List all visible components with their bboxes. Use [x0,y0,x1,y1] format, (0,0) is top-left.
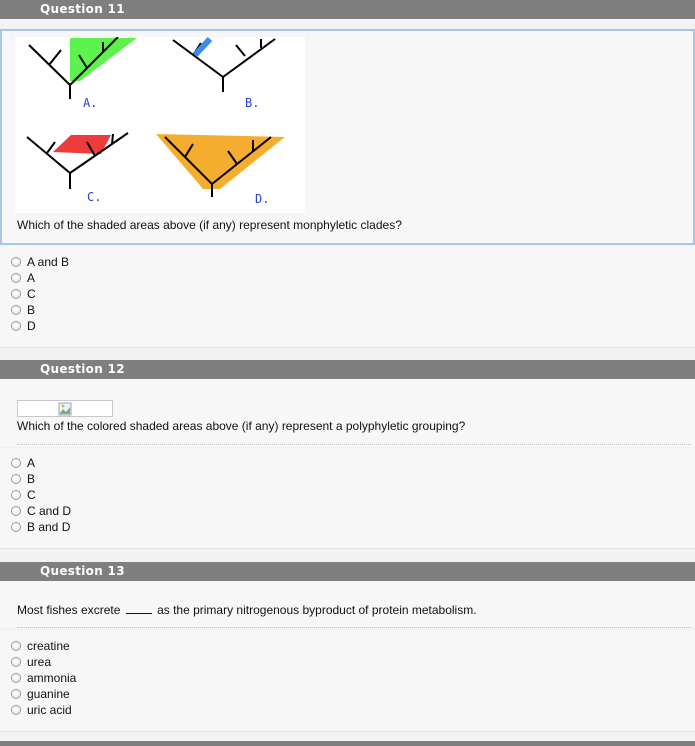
stem-text-after: as the primary nitrogenous byproduct of protein metabolism. [157,603,477,617]
radio-button[interactable] [11,689,21,699]
question-12-choices [0,448,695,549]
option-label: urea [27,655,52,669]
q13-option-creatine[interactable] [11,638,70,654]
radio-button[interactable] [11,705,21,715]
option-label: creatine [27,639,70,653]
radio-button[interactable] [11,673,21,683]
radio-button[interactable] [11,641,21,651]
question-13-header [0,562,695,581]
option-label: B and D [27,520,71,534]
tree-c-label: C. [87,190,102,204]
option-label: A [27,456,36,470]
radio-button[interactable] [11,506,21,516]
option-label: C [27,488,36,502]
q13-option-uric-acid[interactable] [11,702,72,718]
q12-option-b[interactable] [11,471,35,487]
option-label: C [27,287,36,301]
question-11-stem: Which of the shaded areas above (if any) represent monphyletic clades? [17,218,402,232]
question-13-stem [17,602,477,617]
answer-blank [126,602,152,614]
q13-option-ammonia[interactable] [11,670,76,686]
radio-button[interactable] [11,522,21,532]
question-11-header [0,0,695,19]
stem-text-before: Most fishes excrete [17,603,121,617]
question-11-title: Question 11 [40,2,125,16]
option-label: D [27,319,36,333]
q11-option-a[interactable] [11,270,35,286]
tree-d-label: D. [255,192,270,206]
q12-option-c-and-d[interactable] [11,503,71,519]
q13-option-guanine[interactable] [11,686,70,702]
question-13-choices [0,631,695,732]
q11-option-d[interactable] [11,318,36,334]
q12-option-a[interactable] [11,455,35,471]
tree-b-label: B. [245,96,260,110]
radio-button[interactable] [11,289,21,299]
question-11-choices [0,246,695,348]
q12-option-b-and-d[interactable] [11,519,70,535]
question-12-stem: Which of the colored shaded areas above (if any) represent a polyphyletic grouping? [17,419,466,433]
option-label: A [27,271,36,285]
q11-option-c[interactable] [11,286,36,302]
divider [17,444,691,445]
radio-button[interactable] [11,257,21,267]
q11-option-b[interactable] [11,302,35,318]
question-12-title: Question 12 [40,362,125,376]
q12-option-c[interactable] [11,487,36,503]
option-label: B [27,472,36,486]
radio-button[interactable] [11,321,21,331]
divider [17,627,691,628]
q13-option-urea[interactable] [11,654,51,670]
q11-option-a-and-b[interactable] [11,254,69,270]
broken-image [17,400,113,417]
question-13-title: Question 13 [40,564,125,578]
radio-button[interactable] [11,657,21,667]
option-label: ammonia [27,671,77,685]
next-question-header-edge [0,741,695,746]
option-label: A and B [27,255,70,269]
broken-image-icon [58,402,72,416]
question-12-header [0,360,695,379]
radio-button[interactable] [11,273,21,283]
option-label: uric acid [27,703,72,717]
phylogenetic-trees-image [15,37,305,213]
radio-button[interactable] [11,458,21,468]
radio-button[interactable] [11,490,21,500]
tree-a-label: A. [83,96,98,110]
option-label: guanine [27,687,70,701]
option-label: B [27,303,36,317]
radio-button[interactable] [11,305,21,315]
option-label: C and D [27,504,72,518]
radio-button[interactable] [11,474,21,484]
